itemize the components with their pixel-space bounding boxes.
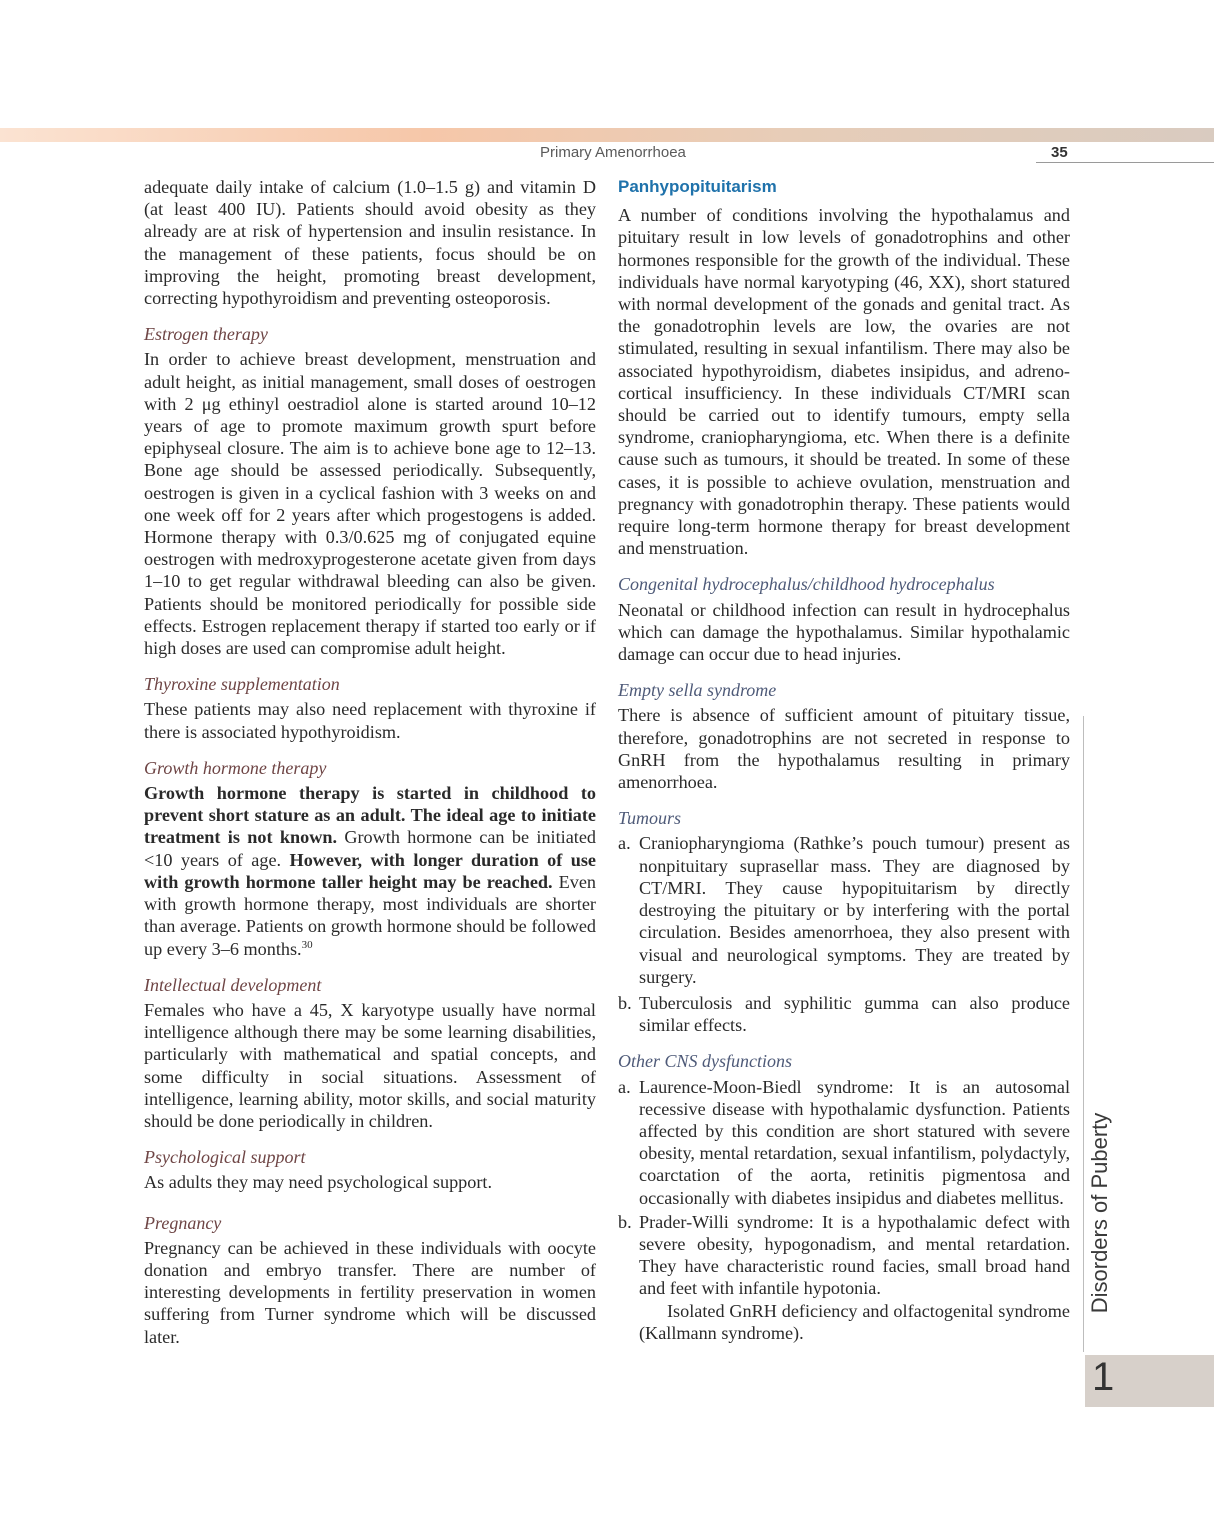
panhypopituitarism-paragraph: A number of conditions involving the hypothalamus and pituitary result in low levels of gonadotrophins and other hormones responsible for the growth of the individual. These individuals have normal karyotyping (46, XX), short statured with normal development of the gonads and genital tract. As the gonadotrophin levels are low, the ovaries are not stimulated, resulting in sexual infantilism. There may also be associated hypothyroidism, diabetes insipidus, and adreno-cortical insufficiency. In these individuals CT/MRI scan should be carried out to identify tumours, empty sella syndrome, craniopharyngioma, etc. When there is a definite cause such as tumours, it should be treated. In some of these cases, it is possible to achieve ovulation, menstruation and pregnancy with gonadotrophin therapy. These patients would require long-term hormone therapy for breast development and menstruation. xyxy=(618,205,1070,559)
list-item-text: Laurence-Moon-Biedl syndrome: It is an autosomal recessive disease with hypothalamic dysfunction. Patients affected by this condition are short statured with severe obesity, mental retardation, sexual infantilism, polydactyly, coarctation of the aorta, retinitis pigmentosa and occasionally with diabetes insipidus and diabetes mellitus. xyxy=(639,1076,1070,1208)
growth-bold-1: Growth hormone therapy is started in childhood to prevent short stature as an adult. The ideal age to initiate treatment is not known. xyxy=(144,783,596,848)
estrogen-heading: Estrogen therapy xyxy=(144,324,268,345)
hydrocephalus-heading: Congenital hydrocephalus/childhood hydrocephalus xyxy=(618,574,995,595)
list-item-label: b. xyxy=(618,1211,632,1232)
running-head xyxy=(0,144,1214,164)
thyroxine-paragraph: These patients may also need replacement with thyroxine if there is associated hypothyroidism. xyxy=(144,699,596,742)
chapter-number: 1 xyxy=(1092,1355,1115,1399)
thyroxine-heading: Thyroxine supplementation xyxy=(144,674,340,695)
empty-sella-paragraph: There is absence of sufficient amount of pituitary tissue, therefore, gonadotrophins are not secreted in response to GnRH from the hypothalamus resulting in primary amenorrhoea. xyxy=(618,705,1070,793)
hydrocephalus-paragraph: Neonatal or childhood infection can result in hydrocephalus which can damage the hypothalamus. Similar hypothalamic damage can occur due to head injuries. xyxy=(618,599,1070,665)
running-title: Primary Amenorrhoea xyxy=(540,144,686,161)
chapter-side-tab xyxy=(1086,1110,1114,1316)
chapter-number-box xyxy=(1085,1355,1214,1407)
intro-paragraph: adequate daily intake of calcium (1.0–1.5 g) and vitamin D (at least 400 IU). Patients should avoid obesity as they already are at risk of hypertension and insulin resistance. In the management of these patients, focus should be on improving the height, promoting breast development, correcting hypothyroidism and preventing osteoporosis. xyxy=(144,177,596,309)
psych-paragraph: As adults they may need psychological support. xyxy=(144,1172,493,1193)
list-item xyxy=(618,832,1070,987)
empty-sella-heading: Empty sella syndrome xyxy=(618,680,777,701)
list-item-text: Craniopharyngioma (Rathke’s pouch tumour) present as nonpituitary suprasellar mass. They are diagnosed by CT/MRI. They cause hypopituitarism by directly destroying the pituitary or by interfering with the portal circulation. Besides amenorrhoea, they also present with visual and neurological symptoms. They are treated by surgery. xyxy=(639,833,1070,987)
growth-text-2: Even with growth hormone therapy, most individuals are shorter than average. Patients on growth hormone should be followed up every 3–6 months. xyxy=(144,871,596,959)
cns-heading: Other CNS dysfunctions xyxy=(618,1051,792,1072)
tumours-heading: Tumours xyxy=(618,808,682,829)
growth-bold-2: However, with longer duration of use with growth hormone taller height may be reached. xyxy=(144,849,596,892)
growth-text-1: Growth hormone can be initiated <10 years of age. xyxy=(144,827,596,870)
pregnancy-heading: Pregnancy xyxy=(144,1212,222,1233)
estrogen-paragraph: In order to achieve breast development, menstruation and adult height, as initial management, small doses of oestrogen with 2 μg ethinyl oestradiol alone is started around 10–12 years of age to promote maximum growth spurt before epiphyseal closure. The aim is to achieve bone age to 12–13. Bone age should be assessed periodically. Subsequently, oestrogen is given in a cyclical fashion with 3 weeks on and one week off for 2 years after which progestogens is added. Hormone therapy with 0.3/0.625 mg of conjugated equine oestrogen with medroxyprogesterone acetate given from days 1–10 to get regular withdrawal bleeding can also be given. Patients should be monitored periodically for possible side effects. Estrogen replacement therapy if started too early or if high doses are used can compromise adult height. xyxy=(144,349,596,659)
closing-paragraph: Isolated GnRH deficiency and olfactogenital syndrome (Kallmann syndrome). xyxy=(639,1300,1070,1343)
list-item xyxy=(618,1076,1070,1209)
header-rule xyxy=(1036,162,1214,163)
list-item-label: a. xyxy=(618,833,631,854)
intellectual-heading: Intellectual development xyxy=(144,974,322,995)
growth-heading: Growth hormone therapy xyxy=(144,757,327,778)
side-rule xyxy=(1083,716,1084,1352)
header-band xyxy=(0,128,1214,142)
intellectual-paragraph: Females who have a 45, X karyotype usually have normal intelligence although there may be some learning disabilities, particularly with mathematical and spatial concepts, and some difficulty in social situations. Assessment of intelligence, learning ability, motor skills, and social maturity should be done periodically in children. xyxy=(144,999,596,1131)
left-column xyxy=(144,176,596,1348)
growth-paragraph xyxy=(144,782,596,960)
page-number: 35 xyxy=(1051,144,1068,161)
list-item-text: Prader-Willi syndrome: It is a hypothalamic defect with severe obesity, hypogonadism, and mental retardation. They have characteristic round facies, small broad hand and feet with infantile hypotonia. xyxy=(639,1211,1070,1299)
list-item-label: a. xyxy=(618,1076,631,1097)
list-item-label: b. xyxy=(618,992,632,1013)
chapter-title: Disorders of Puberty xyxy=(1087,1112,1112,1314)
panhypopituitarism-heading: Panhypopituitarism xyxy=(618,177,777,196)
list-item-text: Tuberculosis and syphilitic gumma can also produce similar effects. xyxy=(639,992,1070,1036)
list-item xyxy=(618,992,1070,1036)
reference-superscript: 30 xyxy=(301,938,313,951)
right-column xyxy=(618,176,1070,1344)
psych-heading: Psychological support xyxy=(144,1147,306,1168)
pregnancy-paragraph: Pregnancy can be achieved in these individuals with oocyte donation and embryo transfer. There are number of interesting developments in fertility preservation in women suffering from Turner syndrome which will be discussed later. xyxy=(144,1237,596,1347)
list-item xyxy=(618,1211,1070,1300)
